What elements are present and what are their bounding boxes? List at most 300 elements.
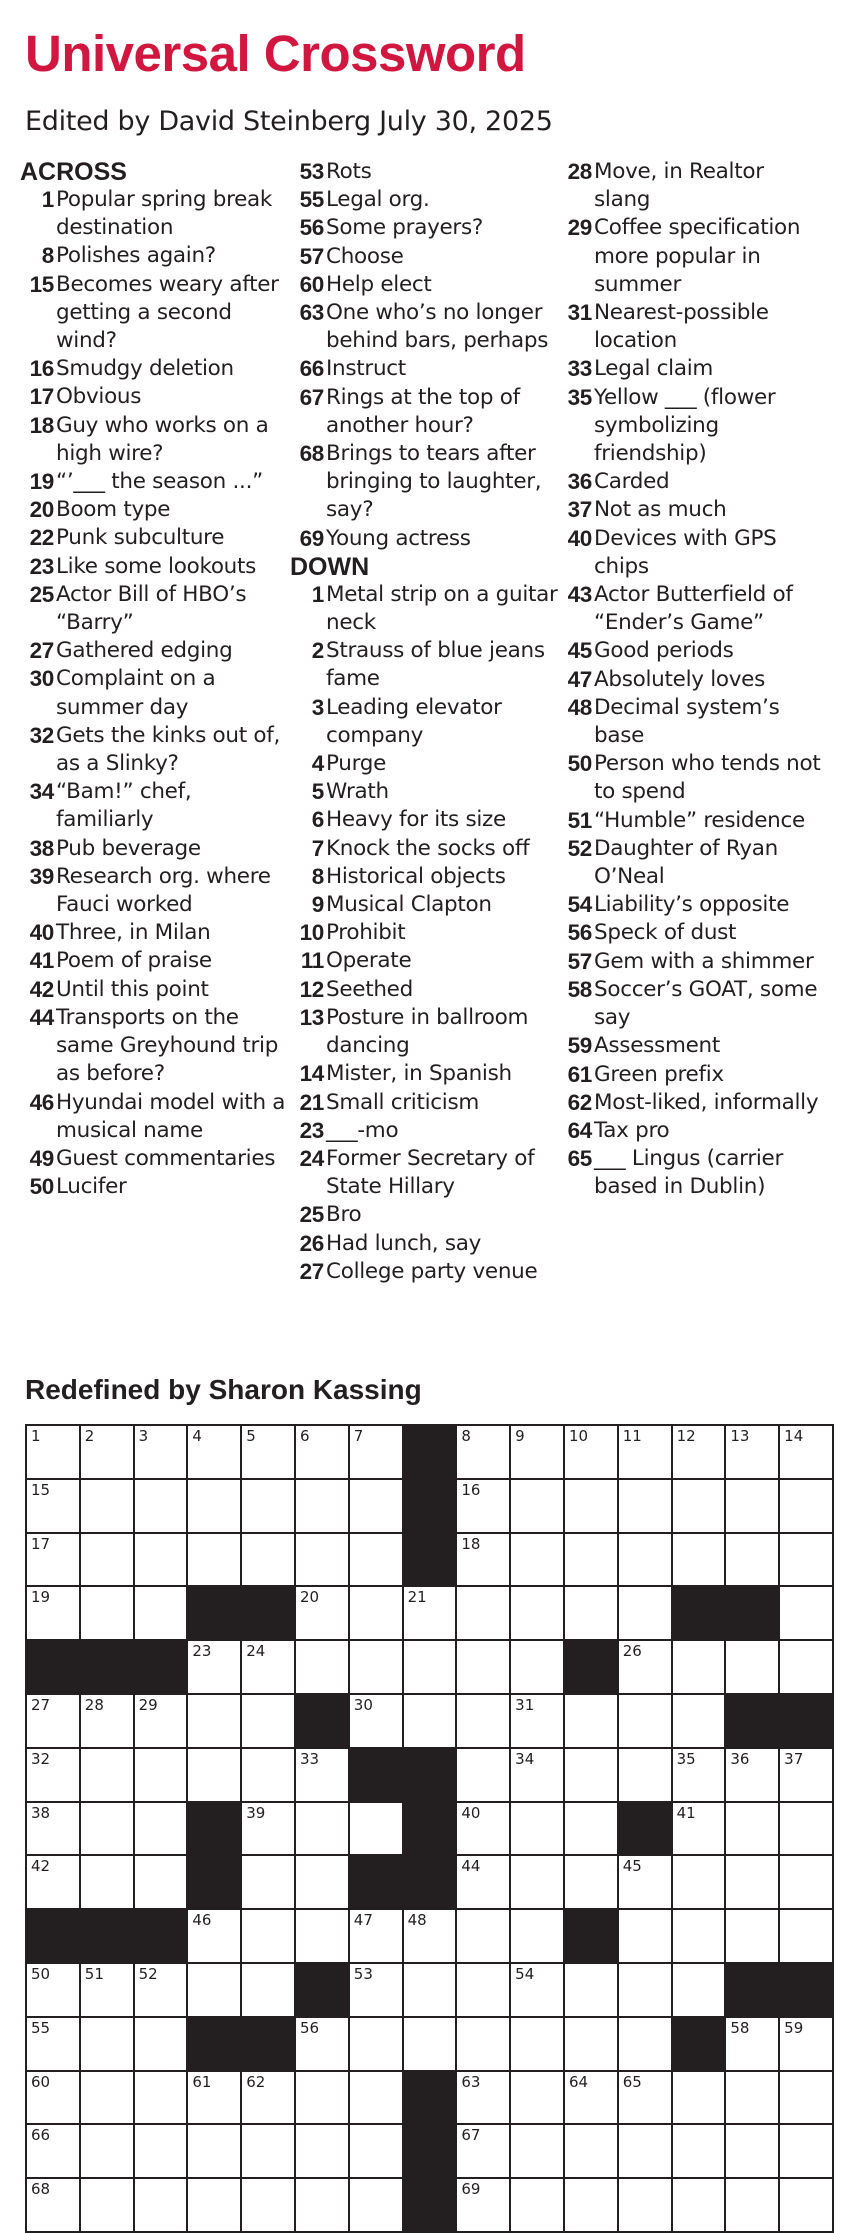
down-clue-57[interactable] (558, 948, 826, 976)
grid-cell[interactable] (511, 1856, 565, 1910)
down-clue-26[interactable] (290, 1230, 558, 1258)
cell-number: 34 (515, 1749, 535, 1768)
down-clue-40[interactable] (558, 525, 826, 581)
down-clue-37[interactable] (558, 496, 826, 524)
cell-number: 32 (31, 1749, 51, 1768)
grid-cell[interactable] (135, 1534, 189, 1588)
down-clue-3[interactable] (290, 694, 558, 750)
grid-cell[interactable] (673, 1480, 727, 1534)
grid-cell[interactable] (135, 1480, 189, 1534)
across-clue-67[interactable] (290, 384, 558, 440)
grid-cell[interactable] (511, 2018, 565, 2072)
grid-cell[interactable] (457, 1910, 511, 1964)
grid-cell[interactable] (27, 2179, 81, 2233)
grid-cell[interactable] (511, 1426, 565, 1480)
across-clue-53[interactable] (290, 158, 558, 186)
grid-cell[interactable] (27, 1587, 81, 1641)
grid-cell[interactable] (81, 2179, 135, 2233)
down-clue-9[interactable] (290, 891, 558, 919)
grid-cell[interactable] (188, 1534, 242, 1588)
grid-cell[interactable] (726, 1534, 780, 1588)
grid-cell[interactable] (350, 1641, 404, 1695)
grid-cell[interactable] (511, 1587, 565, 1641)
down-clue-61[interactable] (558, 1061, 826, 1089)
grid-cell[interactable] (27, 1803, 81, 1857)
grid-cell[interactable] (726, 2125, 780, 2179)
grid-cell[interactable] (673, 1426, 727, 1480)
down-clue-25[interactable] (290, 1201, 558, 1229)
grid-cell[interactable] (565, 1803, 619, 1857)
grid-cell[interactable] (726, 1426, 780, 1480)
grid-cell[interactable] (511, 1534, 565, 1588)
grid-cell[interactable] (673, 2179, 727, 2233)
down-clue-59[interactable] (558, 1032, 826, 1060)
grid-cell[interactable] (619, 2018, 673, 2072)
down-clue-64[interactable] (558, 1117, 826, 1145)
grid-cell[interactable] (81, 2125, 135, 2179)
black-square (726, 1964, 780, 2018)
across-clue-50[interactable] (20, 1173, 288, 1201)
grid-cell[interactable] (135, 1587, 189, 1641)
grid-cell[interactable] (780, 2179, 834, 2233)
grid-cell[interactable] (188, 1749, 242, 1803)
black-square (404, 1480, 458, 1534)
grid-cell[interactable] (780, 1641, 834, 1695)
grid-cell[interactable] (780, 2072, 834, 2126)
grid-cell[interactable] (780, 1587, 834, 1641)
grid-cell[interactable] (135, 2072, 189, 2126)
grid-cell[interactable] (673, 1803, 727, 1857)
grid-cell[interactable] (188, 1480, 242, 1534)
clue-number: 43 (567, 582, 592, 608)
grid-cell[interactable] (780, 1856, 834, 1910)
black-square (404, 2072, 458, 2126)
grid-cell[interactable] (135, 2125, 189, 2179)
grid-cell[interactable] (726, 2179, 780, 2233)
down-clue-13[interactable] (290, 1004, 558, 1060)
clue-number: 56 (567, 920, 592, 946)
grid-cell[interactable] (619, 1964, 673, 2018)
grid-cell[interactable] (619, 2072, 673, 2126)
down-clue-47[interactable] (558, 666, 826, 694)
across-clue-66[interactable] (290, 355, 558, 383)
down-clue-14[interactable] (290, 1060, 558, 1088)
grid-cell[interactable] (242, 1534, 296, 1588)
grid-cell[interactable] (296, 1480, 350, 1534)
grid-cell[interactable] (27, 1426, 81, 1480)
down-clue-52[interactable] (558, 835, 826, 891)
grid-cell[interactable] (296, 1749, 350, 1803)
grid-cell[interactable] (242, 1910, 296, 1964)
grid-cell[interactable] (565, 1534, 619, 1588)
across-clue-41[interactable] (20, 947, 288, 975)
grid-cell[interactable] (673, 1534, 727, 1588)
grid-cell[interactable] (350, 2125, 404, 2179)
clue-text: Some prayers? (326, 215, 483, 241)
grid-cell[interactable] (619, 1749, 673, 1803)
down-clue-7[interactable] (290, 835, 558, 863)
grid-cell[interactable] (780, 1749, 834, 1803)
grid-cell[interactable] (81, 1426, 135, 1480)
grid-cell[interactable] (457, 2125, 511, 2179)
across-clue-15[interactable] (20, 271, 288, 356)
down-clue-6[interactable] (290, 806, 558, 834)
grid-cell[interactable] (81, 1695, 135, 1749)
grid-cell[interactable] (565, 2018, 619, 2072)
cell-number: 23 (192, 1642, 212, 1661)
across-clue-60[interactable] (290, 271, 558, 299)
grid-cell[interactable] (296, 1587, 350, 1641)
down-clue-12[interactable] (290, 976, 558, 1004)
grid-cell[interactable] (81, 1480, 135, 1534)
across-clue-68[interactable] (290, 440, 558, 525)
grid-cell[interactable] (81, 2018, 135, 2072)
clue-text: Not as much (594, 497, 727, 523)
grid-cell[interactable] (565, 1964, 619, 2018)
grid-cell[interactable] (350, 1910, 404, 1964)
grid-cell[interactable] (457, 1534, 511, 1588)
grid-cell[interactable] (780, 1534, 834, 1588)
cell-number: 44 (461, 1857, 481, 1876)
across-clue-56[interactable] (290, 214, 558, 242)
grid-cell[interactable] (673, 2072, 727, 2126)
grid-cell[interactable] (27, 1695, 81, 1749)
grid-cell[interactable] (404, 1695, 458, 1749)
down-clue-35[interactable] (558, 384, 826, 469)
grid-cell[interactable] (350, 1587, 404, 1641)
grid-cell[interactable] (242, 1964, 296, 2018)
grid-cell[interactable] (726, 2072, 780, 2126)
grid-cell[interactable] (350, 2072, 404, 2126)
down-clue-33[interactable] (558, 355, 826, 383)
grid-cell[interactable] (780, 2125, 834, 2179)
down-clue-8[interactable] (290, 863, 558, 891)
grid-cell[interactable] (457, 1964, 511, 2018)
grid-cell[interactable] (619, 1641, 673, 1695)
across-clue-17[interactable] (20, 383, 288, 411)
down-clue-27[interactable] (290, 1258, 558, 1286)
grid-cell[interactable] (511, 1964, 565, 2018)
grid-cell[interactable] (135, 1964, 189, 2018)
across-clue-69[interactable] (290, 525, 558, 553)
grid-cell[interactable] (242, 2179, 296, 2233)
across-clue-22[interactable] (20, 524, 288, 552)
across-clue-27[interactable] (20, 637, 288, 665)
clue-number: 48 (567, 694, 592, 720)
clue-number: 20 (29, 497, 54, 523)
grid-cell[interactable] (457, 2072, 511, 2126)
grid-cell[interactable] (565, 1695, 619, 1749)
grid-cell[interactable] (565, 1856, 619, 1910)
clue-text: Leading elevator company (326, 694, 502, 748)
across-clue-39[interactable] (20, 863, 288, 919)
grid-cell[interactable] (511, 2072, 565, 2126)
clue-number: 50 (567, 751, 592, 777)
across-clue-63[interactable] (290, 299, 558, 355)
grid-cell[interactable] (457, 2018, 511, 2072)
grid-cell[interactable] (296, 2018, 350, 2072)
grid-cell[interactable] (619, 1856, 673, 1910)
grid-cell[interactable] (511, 1480, 565, 1534)
grid-cell[interactable] (296, 2179, 350, 2233)
down-clue-4[interactable] (290, 750, 558, 778)
grid-cell[interactable] (726, 2018, 780, 2072)
down-clue-2[interactable] (290, 637, 558, 693)
grid-cell[interactable] (242, 2072, 296, 2126)
grid-cell[interactable] (404, 1910, 458, 1964)
across-clue-42[interactable] (20, 976, 288, 1004)
across-clue-34[interactable] (20, 778, 288, 834)
grid-cell[interactable] (188, 1910, 242, 1964)
down-clue-23[interactable] (290, 1117, 558, 1145)
across-clue-25[interactable] (20, 581, 288, 637)
down-clue-24[interactable] (290, 1145, 558, 1201)
clue-text: Small criticism (326, 1089, 480, 1115)
cell-number: 27 (31, 1695, 51, 1714)
black-square (350, 1749, 404, 1803)
across-clue-30[interactable] (20, 665, 288, 721)
down-clue-62[interactable] (558, 1089, 826, 1117)
grid-cell[interactable] (619, 1534, 673, 1588)
grid-cell[interactable] (242, 1426, 296, 1480)
grid-cell[interactable] (296, 1641, 350, 1695)
grid-cell[interactable] (780, 1910, 834, 1964)
grid-cell[interactable] (296, 2125, 350, 2179)
grid-cell[interactable] (81, 1964, 135, 2018)
grid-cell[interactable] (780, 1803, 834, 1857)
grid-cell[interactable] (296, 1534, 350, 1588)
across-clue-44[interactable] (20, 1004, 288, 1089)
grid-cell[interactable] (188, 1426, 242, 1480)
grid-cell[interactable] (27, 2018, 81, 2072)
clue-number: 35 (567, 384, 592, 410)
grid-cell[interactable] (619, 1426, 673, 1480)
grid-cell[interactable] (404, 2018, 458, 2072)
grid-cell[interactable] (619, 1695, 673, 1749)
grid-cell[interactable] (780, 2018, 834, 2072)
grid-cell[interactable] (457, 2179, 511, 2233)
across-clue-1[interactable] (20, 186, 288, 242)
grid-cell[interactable] (619, 1587, 673, 1641)
grid-cell[interactable] (242, 2125, 296, 2179)
grid-cell[interactable] (511, 2125, 565, 2179)
grid-cell[interactable] (457, 1803, 511, 1857)
grid-cell[interactable] (242, 1856, 296, 1910)
grid-cell[interactable] (457, 1480, 511, 1534)
grid-cell[interactable] (565, 1480, 619, 1534)
down-clue-43[interactable] (558, 581, 826, 637)
grid-cell[interactable] (511, 1641, 565, 1695)
cell-number: 13 (730, 1427, 750, 1445)
grid-cell[interactable] (457, 1587, 511, 1641)
down-clue-51[interactable] (558, 807, 826, 835)
down-clue-50[interactable] (558, 750, 826, 806)
grid-cell[interactable] (404, 1587, 458, 1641)
clue-number: 68 (299, 441, 324, 467)
grid-cell[interactable] (673, 1641, 727, 1695)
grid-cell[interactable] (404, 1964, 458, 2018)
grid-cell[interactable] (673, 1910, 727, 1964)
grid-cell[interactable] (135, 1749, 189, 1803)
grid-cell[interactable] (135, 1695, 189, 1749)
grid-cell[interactable] (27, 1749, 81, 1803)
clue-number: 45 (567, 638, 592, 664)
cell-number: 14 (784, 1427, 804, 1445)
grid-cell[interactable] (242, 1803, 296, 1857)
down-clue-54[interactable] (558, 891, 826, 919)
across-clue-20[interactable] (20, 496, 288, 524)
grid-cell[interactable] (780, 1426, 834, 1480)
grid-cell[interactable] (457, 1856, 511, 1910)
grid-cell[interactable] (350, 1426, 404, 1480)
grid-cell[interactable] (27, 1964, 81, 2018)
grid-cell[interactable] (726, 1910, 780, 1964)
down-clue-48[interactable] (558, 694, 826, 750)
grid-cell[interactable] (565, 2072, 619, 2126)
grid-cell[interactable] (242, 1480, 296, 1534)
across-clue-32[interactable] (20, 722, 288, 778)
grid-cell[interactable] (511, 1803, 565, 1857)
grid-cell[interactable] (81, 1749, 135, 1803)
down-clue-65[interactable] (558, 1145, 826, 1201)
grid-cell[interactable] (350, 1695, 404, 1749)
grid-cell[interactable] (726, 1749, 780, 1803)
grid-cell[interactable] (673, 1749, 727, 1803)
grid-cell[interactable] (673, 1964, 727, 2018)
down-clue-5[interactable] (290, 778, 558, 806)
cell-number: 69 (461, 2180, 481, 2199)
grid-cell[interactable] (27, 1480, 81, 1534)
grid-cell[interactable] (511, 1749, 565, 1803)
down-clue-1[interactable] (290, 581, 558, 637)
down-clue-58[interactable] (558, 976, 826, 1032)
grid-cell[interactable] (726, 1641, 780, 1695)
across-clue-18[interactable] (20, 412, 288, 468)
grid-cell[interactable] (565, 1587, 619, 1641)
grid-cell[interactable] (511, 2179, 565, 2233)
grid-cell[interactable] (457, 1749, 511, 1803)
grid-cell[interactable] (81, 1856, 135, 1910)
grid-cell[interactable] (296, 1910, 350, 1964)
grid-cell[interactable] (27, 1856, 81, 1910)
grid-cell[interactable] (188, 2125, 242, 2179)
grid-cell[interactable] (242, 1749, 296, 1803)
across-clue-38[interactable] (20, 835, 288, 863)
grid-cell[interactable] (81, 1587, 135, 1641)
clue-number: 28 (567, 159, 592, 184)
grid-cell[interactable] (350, 1480, 404, 1534)
grid-cell[interactable] (619, 2179, 673, 2233)
grid-cell[interactable] (135, 1803, 189, 1857)
grid-cell[interactable] (296, 1856, 350, 1910)
clue-number: 44 (29, 1004, 54, 1030)
grid-cell[interactable] (350, 1964, 404, 2018)
grid-cell[interactable] (296, 1426, 350, 1480)
grid-cell[interactable] (188, 1695, 242, 1749)
down-clue-56[interactable] (558, 919, 826, 947)
grid-cell[interactable] (188, 1964, 242, 2018)
grid-cell[interactable] (296, 2072, 350, 2126)
grid-cell[interactable] (350, 1534, 404, 1588)
grid-cell[interactable] (457, 1641, 511, 1695)
grid-cell[interactable] (404, 1641, 458, 1695)
grid-cell[interactable] (27, 1534, 81, 1588)
grid-cell[interactable] (457, 1695, 511, 1749)
grid-cell[interactable] (457, 1426, 511, 1480)
grid-cell[interactable] (565, 1749, 619, 1803)
grid-cell[interactable] (350, 2018, 404, 2072)
grid-cell[interactable] (673, 1695, 727, 1749)
grid-cell[interactable] (350, 1803, 404, 1857)
grid-cell[interactable] (780, 1480, 834, 1534)
across-clue-19[interactable] (20, 468, 288, 496)
grid-cell[interactable] (188, 1641, 242, 1695)
black-square (81, 1641, 135, 1695)
grid-cell[interactable] (350, 2179, 404, 2233)
across-clue-40[interactable] (20, 919, 288, 947)
crossword-grid[interactable] (25, 1424, 834, 2233)
down-clue-11[interactable] (290, 947, 558, 975)
across-clue-46[interactable] (20, 1089, 288, 1145)
grid-cell[interactable] (673, 2125, 727, 2179)
grid-cell[interactable] (565, 2125, 619, 2179)
grid-cell[interactable] (726, 1480, 780, 1534)
grid-cell[interactable] (619, 2125, 673, 2179)
across-clue-55[interactable] (290, 186, 558, 214)
grid-cell[interactable] (135, 1426, 189, 1480)
across-clue-57[interactable] (290, 243, 558, 271)
down-clue-28[interactable] (558, 158, 826, 214)
grid-cell[interactable] (27, 2072, 81, 2126)
down-clue-10[interactable] (290, 919, 558, 947)
across-clue-23[interactable] (20, 553, 288, 581)
clue-number: 27 (299, 1258, 324, 1284)
grid-cell[interactable] (27, 2125, 81, 2179)
down-clue-45[interactable] (558, 637, 826, 665)
clue-number: 12 (299, 976, 324, 1002)
clue-number: 24 (299, 1145, 324, 1171)
grid-cell[interactable] (619, 1480, 673, 1534)
across-clue-8[interactable] (20, 242, 288, 270)
grid-cell[interactable] (619, 1910, 673, 1964)
grid-cell[interactable] (565, 1426, 619, 1480)
grid-cell[interactable] (296, 1803, 350, 1857)
grid-cell[interactable] (188, 2179, 242, 2233)
grid-cell[interactable] (81, 2072, 135, 2126)
across-clue-16[interactable] (20, 355, 288, 383)
grid-cell[interactable] (135, 2179, 189, 2233)
down-clue-29[interactable] (558, 214, 826, 299)
down-clue-21[interactable] (290, 1089, 558, 1117)
grid-cell[interactable] (81, 1803, 135, 1857)
grid-cell[interactable] (188, 2072, 242, 2126)
across-clue-49[interactable] (20, 1145, 288, 1173)
grid-cell[interactable] (726, 1803, 780, 1857)
clue-text: Guy who works on a high wire? (56, 412, 269, 466)
grid-cell[interactable] (673, 1856, 727, 1910)
grid-cell[interactable] (726, 1856, 780, 1910)
down-clue-31[interactable] (558, 299, 826, 355)
grid-cell[interactable] (511, 1695, 565, 1749)
grid-cell[interactable] (565, 2179, 619, 2233)
grid-cell[interactable] (135, 2018, 189, 2072)
grid-cell[interactable] (242, 1695, 296, 1749)
grid-cell[interactable] (242, 1641, 296, 1695)
grid-cell[interactable] (81, 1534, 135, 1588)
grid-cell[interactable] (135, 1856, 189, 1910)
down-clue-36[interactable] (558, 468, 826, 496)
grid-cell[interactable] (511, 1910, 565, 1964)
